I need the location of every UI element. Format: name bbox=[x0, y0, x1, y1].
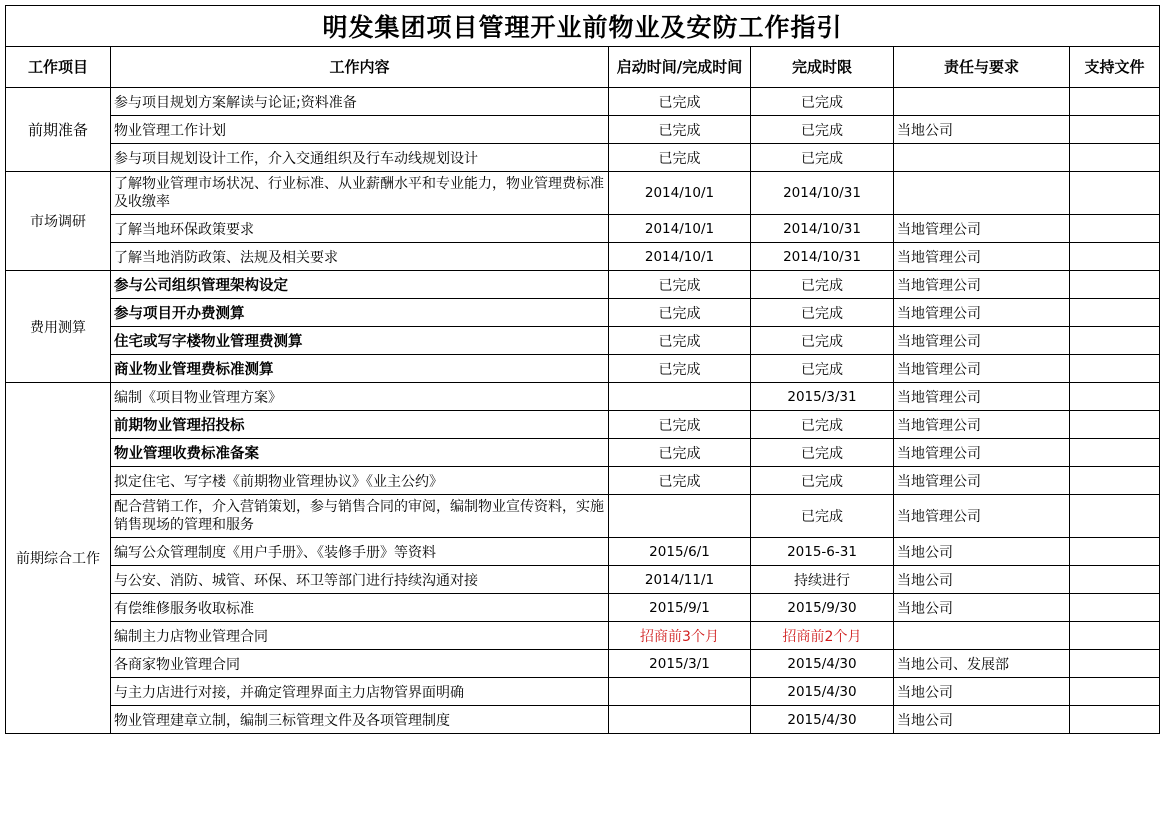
header-content: 工作内容 bbox=[111, 47, 609, 88]
table-row bbox=[6, 271, 1160, 299]
header-deadline: 完成时限 bbox=[751, 47, 894, 88]
table-row bbox=[6, 383, 1160, 411]
docs-cell bbox=[1070, 144, 1160, 172]
content-cell: 参与项目规划方案解读与论证;资料准备 bbox=[111, 88, 609, 116]
content-cell: 编制主力店物业管理合同 bbox=[111, 622, 609, 650]
docs-cell bbox=[1070, 215, 1160, 243]
docs-cell bbox=[1070, 467, 1160, 495]
deadline-cell: 已完成 bbox=[751, 271, 894, 299]
header-category: 工作项目 bbox=[6, 47, 111, 88]
start-cell: 已完成 bbox=[609, 439, 751, 467]
resp-cell: 当地管理公司 bbox=[894, 355, 1070, 383]
table-row bbox=[6, 88, 1160, 116]
deadline-cell: 已完成 bbox=[751, 411, 894, 439]
content-cell: 与公安、消防、城管、环保、环卫等部门进行持续沟通对接 bbox=[111, 566, 609, 594]
content-cell: 参与项目开办费测算 bbox=[111, 299, 609, 327]
header-docs: 支持文件 bbox=[1070, 47, 1160, 88]
start-cell: 已完成 bbox=[609, 88, 751, 116]
docs-cell bbox=[1070, 299, 1160, 327]
resp-cell: 当地公司 bbox=[894, 594, 1070, 622]
resp-cell: 当地公司、发展部 bbox=[894, 650, 1070, 678]
group-label: 前期综合工作 bbox=[6, 383, 111, 734]
docs-cell bbox=[1070, 383, 1160, 411]
start-cell: 2015/6/1 bbox=[609, 538, 751, 566]
resp-cell: 当地公司 bbox=[894, 116, 1070, 144]
content-cell: 有偿维修服务收取标准 bbox=[111, 594, 609, 622]
start-cell: 招商前3个月 bbox=[609, 622, 751, 650]
group-label: 费用测算 bbox=[6, 271, 111, 383]
deadline-cell: 2015/4/30 bbox=[751, 678, 894, 706]
deadline-cell: 2014/10/31 bbox=[751, 172, 894, 215]
table-row bbox=[6, 495, 1160, 538]
table-row bbox=[6, 411, 1160, 439]
deadline-cell: 已完成 bbox=[751, 439, 894, 467]
deadline-cell: 已完成 bbox=[751, 467, 894, 495]
table-row bbox=[6, 439, 1160, 467]
resp-cell bbox=[894, 88, 1070, 116]
content-cell: 住宅或写字楼物业管理费测算 bbox=[111, 327, 609, 355]
table-row bbox=[6, 116, 1160, 144]
deadline-cell: 已完成 bbox=[751, 327, 894, 355]
content-cell: 编写公众管理制度《用户手册》、《装修手册》等资料 bbox=[111, 538, 609, 566]
docs-cell bbox=[1070, 439, 1160, 467]
work-guide-table bbox=[5, 5, 1160, 734]
spreadsheet bbox=[5, 5, 1160, 734]
docs-cell bbox=[1070, 622, 1160, 650]
resp-cell bbox=[894, 172, 1070, 215]
table-row bbox=[6, 706, 1160, 734]
content-cell: 了解当地环保政策要求 bbox=[111, 215, 609, 243]
resp-cell: 当地管理公司 bbox=[894, 383, 1070, 411]
resp-cell: 当地管理公司 bbox=[894, 467, 1070, 495]
start-cell: 2015/3/1 bbox=[609, 650, 751, 678]
table-row bbox=[6, 566, 1160, 594]
resp-cell: 当地管理公司 bbox=[894, 327, 1070, 355]
docs-cell bbox=[1070, 538, 1160, 566]
header-start: 启动时间/完成时间 bbox=[609, 47, 751, 88]
docs-cell bbox=[1070, 116, 1160, 144]
resp-cell: 当地公司 bbox=[894, 566, 1070, 594]
docs-cell bbox=[1070, 594, 1160, 622]
deadline-cell: 2015/4/30 bbox=[751, 706, 894, 734]
content-cell: 配合营销工作，介入营销策划，参与销售合同的审阅，编制物业宣传资料，实施销售现场的管理和服务 bbox=[111, 495, 609, 538]
content-cell: 各商家物业管理合同 bbox=[111, 650, 609, 678]
resp-cell: 当地管理公司 bbox=[894, 299, 1070, 327]
table-row bbox=[6, 678, 1160, 706]
start-cell: 2014/10/1 bbox=[609, 172, 751, 215]
table-row bbox=[6, 650, 1160, 678]
start-cell bbox=[609, 383, 751, 411]
resp-cell: 当地管理公司 bbox=[894, 243, 1070, 271]
deadline-cell: 2014/10/31 bbox=[751, 215, 894, 243]
table-row bbox=[6, 622, 1160, 650]
content-cell: 拟定住宅、写字楼《前期物业管理协议》《业主公约》 bbox=[111, 467, 609, 495]
resp-cell: 当地管理公司 bbox=[894, 439, 1070, 467]
resp-cell: 当地管理公司 bbox=[894, 271, 1070, 299]
docs-cell bbox=[1070, 566, 1160, 594]
table-row bbox=[6, 299, 1160, 327]
content-cell: 物业管理收费标准备案 bbox=[111, 439, 609, 467]
start-cell: 已完成 bbox=[609, 355, 751, 383]
content-cell: 了解物业管理市场状况、行业标准、从业薪酬水平和专业能力，物业管理费标准及收缴率 bbox=[111, 172, 609, 215]
table-row bbox=[6, 355, 1160, 383]
docs-cell bbox=[1070, 355, 1160, 383]
table-row bbox=[6, 243, 1160, 271]
docs-cell bbox=[1070, 88, 1160, 116]
docs-cell bbox=[1070, 495, 1160, 538]
table-row bbox=[6, 538, 1160, 566]
deadline-cell: 2015/4/30 bbox=[751, 650, 894, 678]
start-cell: 已完成 bbox=[609, 116, 751, 144]
docs-cell bbox=[1070, 172, 1160, 215]
content-cell: 参与公司组织管理架构设定 bbox=[111, 271, 609, 299]
content-cell: 与主力店进行对接，并确定管理界面主力店物管界面明确 bbox=[111, 678, 609, 706]
group-label: 市场调研 bbox=[6, 172, 111, 271]
resp-cell bbox=[894, 144, 1070, 172]
header-responsibility: 责任与要求 bbox=[894, 47, 1070, 88]
docs-cell bbox=[1070, 271, 1160, 299]
table-row bbox=[6, 172, 1160, 215]
table-row bbox=[6, 467, 1160, 495]
start-cell: 2014/10/1 bbox=[609, 243, 751, 271]
deadline-cell: 已完成 bbox=[751, 355, 894, 383]
deadline-cell: 持续进行 bbox=[751, 566, 894, 594]
resp-cell: 当地公司 bbox=[894, 678, 1070, 706]
docs-cell bbox=[1070, 327, 1160, 355]
resp-cell bbox=[894, 622, 1070, 650]
docs-cell bbox=[1070, 650, 1160, 678]
content-cell: 物业管理工作计划 bbox=[111, 116, 609, 144]
content-cell: 前期物业管理招投标 bbox=[111, 411, 609, 439]
table-row bbox=[6, 215, 1160, 243]
deadline-cell: 已完成 bbox=[751, 116, 894, 144]
deadline-cell: 招商前2个月 bbox=[751, 622, 894, 650]
deadline-cell: 已完成 bbox=[751, 88, 894, 116]
deadline-cell: 2015/3/31 bbox=[751, 383, 894, 411]
start-cell: 已完成 bbox=[609, 271, 751, 299]
start-cell bbox=[609, 495, 751, 538]
content-cell: 编制《项目物业管理方案》 bbox=[111, 383, 609, 411]
start-cell: 已完成 bbox=[609, 467, 751, 495]
deadline-cell: 已完成 bbox=[751, 495, 894, 538]
start-cell: 已完成 bbox=[609, 411, 751, 439]
resp-cell: 当地公司 bbox=[894, 538, 1070, 566]
start-cell: 已完成 bbox=[609, 299, 751, 327]
start-cell: 已完成 bbox=[609, 327, 751, 355]
deadline-cell: 2014/10/31 bbox=[751, 243, 894, 271]
deadline-cell: 2015/9/30 bbox=[751, 594, 894, 622]
docs-cell bbox=[1070, 706, 1160, 734]
header-row bbox=[6, 47, 1160, 88]
start-cell: 2014/10/1 bbox=[609, 215, 751, 243]
docs-cell bbox=[1070, 411, 1160, 439]
content-cell: 了解当地消防政策、法规及相关要求 bbox=[111, 243, 609, 271]
resp-cell: 当地管理公司 bbox=[894, 495, 1070, 538]
content-cell: 商业物业管理费标准测算 bbox=[111, 355, 609, 383]
table-row bbox=[6, 327, 1160, 355]
deadline-cell: 已完成 bbox=[751, 144, 894, 172]
content-cell: 参与项目规划设计工作，介入交通组织及行车动线规划设计 bbox=[111, 144, 609, 172]
resp-cell: 当地管理公司 bbox=[894, 411, 1070, 439]
content-cell: 物业管理建章立制，编制三标管理文件及各项管理制度 bbox=[111, 706, 609, 734]
page-title: 明发集团项目管理开业前物业及安防工作指引 bbox=[6, 6, 1160, 47]
group-label: 前期准备 bbox=[6, 88, 111, 172]
table-row bbox=[6, 594, 1160, 622]
deadline-cell: 已完成 bbox=[751, 299, 894, 327]
resp-cell: 当地公司 bbox=[894, 706, 1070, 734]
start-cell: 2015/9/1 bbox=[609, 594, 751, 622]
docs-cell bbox=[1070, 243, 1160, 271]
docs-cell bbox=[1070, 678, 1160, 706]
start-cell bbox=[609, 678, 751, 706]
start-cell: 已完成 bbox=[609, 144, 751, 172]
deadline-cell: 2015-6-31 bbox=[751, 538, 894, 566]
start-cell bbox=[609, 706, 751, 734]
resp-cell: 当地管理公司 bbox=[894, 215, 1070, 243]
table-row bbox=[6, 144, 1160, 172]
start-cell: 2014/11/1 bbox=[609, 566, 751, 594]
